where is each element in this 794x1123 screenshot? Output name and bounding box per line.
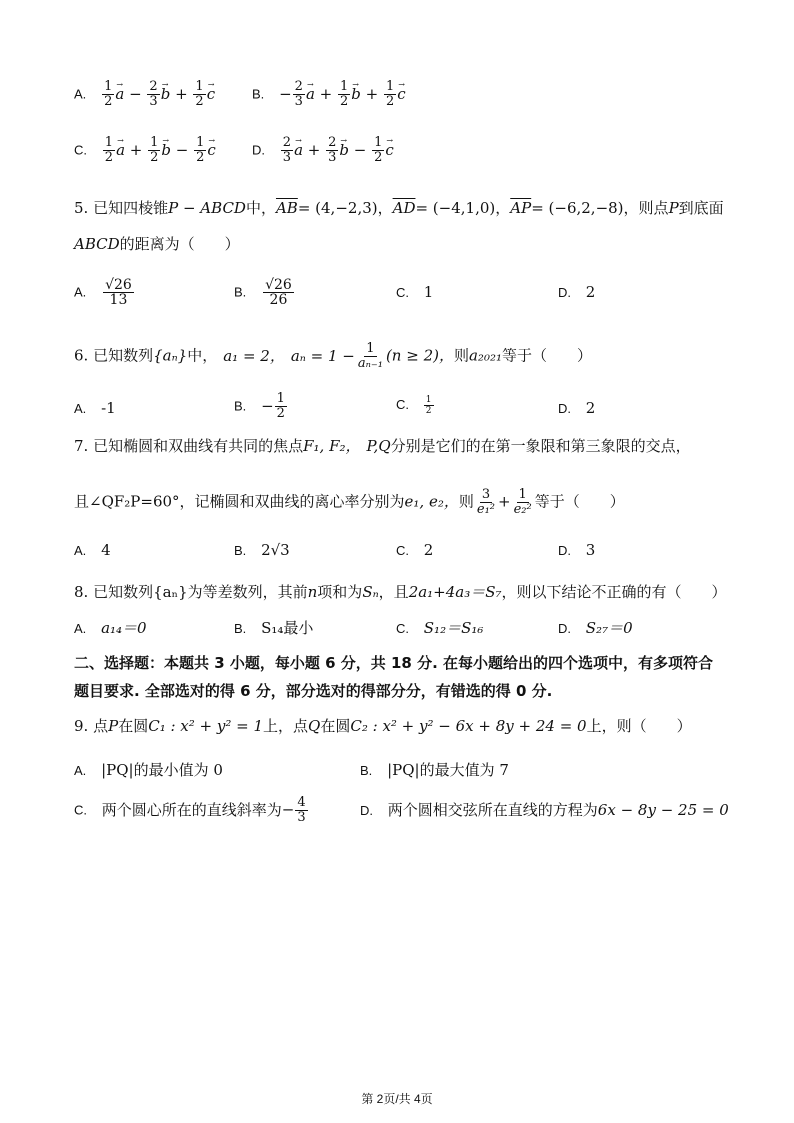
q4-option-d-expr: $\frac{2}{3}$ a → + $\frac{2}{3}$ b → − $\frac{1}{2}$ c →	[280, 141, 394, 159]
q9-text: 在圆	[118, 717, 149, 735]
option-value: a₁₄＝0	[101, 619, 147, 637]
vector-ap: $\overline{AP}$	[510, 199, 532, 217]
option-value: |PQ|的最大值为 7	[387, 761, 509, 779]
q6-option-b	[234, 392, 288, 421]
q7-text: 等于（ ）	[534, 492, 625, 511]
q9-stem	[74, 716, 692, 736]
q9-text: 在圆	[320, 717, 351, 735]
option-label: C.	[74, 802, 87, 818]
option-label: B.	[234, 284, 247, 300]
fraction-denominator: e₁²	[476, 502, 496, 517]
q9-point-p: P	[108, 717, 119, 735]
q5-stem	[74, 198, 724, 218]
q9-c-fraction	[295, 796, 307, 825]
q6-text: 等于（ ）	[501, 346, 592, 365]
q7-option-c	[396, 540, 433, 561]
q6-option-a	[74, 398, 116, 419]
fraction-denominator: aₙ₋₁	[357, 356, 383, 371]
q4-option-b-expr: − $\frac{2}{3}$ a → + $\frac{1}{2}$ b → + $\frac{1}{2}$ c →	[279, 85, 406, 103]
q7-text: 已知椭圆和双曲线有共同的焦点	[93, 437, 304, 455]
option-label: A.	[74, 284, 87, 300]
option-label: A.	[74, 763, 87, 778]
option-label: B.	[252, 86, 265, 102]
q7-text: 且∠QF₂P=60°，记椭圆和双曲线的离心率分别为	[74, 492, 405, 511]
q8-option-c	[396, 618, 483, 639]
q7-stem-line2	[74, 488, 625, 517]
page-footer: 第 2页/共 4页	[361, 1092, 433, 1106]
option-value: S₁₂＝S₁₆	[423, 619, 484, 637]
fraction-denominator: 2	[276, 406, 285, 421]
option-text: 两个圆相交弦所在直线的方程为	[387, 801, 598, 819]
option-label: D.	[360, 803, 373, 818]
q7-eccentricities: e₁, e₂，	[404, 492, 459, 511]
option-value: S₂₇＝0	[585, 619, 633, 637]
q6-option-c	[396, 394, 435, 416]
q6-a1: a₁ = 2，	[223, 346, 285, 365]
option-text: 两个圆心所在的直线斜率为	[101, 800, 282, 819]
option-label: A.	[74, 543, 87, 558]
option-label: C.	[396, 543, 409, 558]
q4-option-c	[74, 136, 216, 165]
q8-text: ，则以下结论不正确的有（ ）	[501, 583, 727, 601]
q8-sn: Sₙ	[362, 583, 379, 601]
option-value: 3	[585, 541, 596, 559]
fraction-numerator: 1	[366, 341, 375, 356]
option-sign: −	[281, 800, 295, 819]
q7-text: 分别是它们的在第一象限和第三象限的交点，	[390, 437, 691, 455]
q5-text: 中，	[245, 199, 276, 217]
option-label: D.	[558, 621, 571, 636]
q5-text: 到底面	[678, 199, 724, 217]
option-value: 2	[585, 283, 596, 301]
q5-ab-value: = (4,−2,3)，	[297, 199, 393, 217]
q6-stem	[74, 342, 592, 371]
q6-option-d	[558, 398, 595, 419]
q5-b-fraction	[263, 278, 294, 307]
option-label: A.	[74, 401, 87, 416]
q6-text: 中，	[187, 346, 218, 365]
q7-stem	[74, 436, 691, 456]
q9-circle-1: C₁ : x² + y² = 1	[148, 717, 264, 735]
fraction-numerator: 4	[297, 795, 306, 810]
option-label: D.	[252, 142, 265, 158]
section-heading-line2: 题目要求. 全部选对的得 6 分，部分选对的得部分分，有错选的得 0 分.	[74, 682, 553, 700]
fraction-numerator: √26	[105, 277, 132, 293]
q9-text: 点	[93, 717, 109, 735]
q6-target: a₂₀₂₁	[468, 346, 502, 365]
question-number: 9.	[74, 717, 89, 735]
q9-circle-2: C₂ : x² + y² − 6x + 8y + 24 = 0	[350, 717, 587, 735]
question-number: 7.	[74, 437, 89, 455]
q5-point: P	[668, 199, 679, 217]
q9-point-q: Q	[308, 717, 321, 735]
q6-sequence: {aₙ}	[153, 346, 188, 365]
option-label: A.	[74, 621, 87, 636]
fraction-numerator: √26	[265, 277, 292, 293]
q6-fraction	[356, 342, 385, 371]
q9-option-a	[74, 760, 223, 781]
fraction-denominator: 26	[269, 292, 288, 308]
q5-ad-value: = (−4,1,0)，	[415, 199, 511, 217]
q7-fraction-1	[475, 488, 497, 517]
q5-stem-line2	[74, 234, 240, 254]
fraction-denominator: 2	[425, 405, 432, 416]
q6-an-lhs: aₙ = 1 −	[290, 346, 355, 365]
q8-option-b	[234, 618, 313, 639]
option-sign: −	[261, 396, 274, 415]
q4-option-b	[252, 80, 406, 109]
q5-base: ABCD	[74, 235, 120, 253]
option-value: 1	[423, 283, 434, 301]
option-value: -1	[101, 399, 116, 417]
q8-text: 已知数列{aₙ}为等差数列，其前	[93, 583, 308, 601]
option-label: D.	[558, 543, 571, 558]
option-label: B.	[234, 543, 247, 558]
q5-option-a	[74, 278, 135, 307]
q4-option-d	[252, 136, 394, 165]
option-value: S₁₄最小	[261, 619, 314, 637]
option-label: C.	[74, 142, 87, 158]
q7-option-a	[74, 540, 111, 561]
q8-n: n	[307, 583, 318, 601]
fraction-denominator: 3	[297, 810, 306, 825]
q8-text: 项和为	[317, 583, 363, 601]
q8-stem	[74, 582, 727, 602]
option-label: D.	[558, 285, 571, 300]
q6-text: 已知数列	[93, 346, 154, 365]
q5-option-b	[234, 278, 295, 307]
plus-sign: +	[498, 492, 511, 511]
option-value: 2	[423, 541, 434, 559]
fraction-numerator: 3	[481, 487, 491, 502]
q5-pyramid: P − ABCD	[168, 199, 246, 217]
fraction-numerator: 1	[518, 487, 527, 502]
option-label: C.	[396, 397, 409, 412]
q8-option-d	[558, 618, 633, 639]
q5-ap-value: = (−6,2,−8)，	[531, 199, 639, 217]
q5-option-c	[396, 282, 433, 303]
option-label: B.	[360, 763, 373, 778]
q5-text: 的距离为（ ）	[119, 235, 240, 253]
q9-option-c	[74, 796, 309, 825]
option-label: C.	[396, 621, 409, 636]
q6-c-fraction	[424, 395, 434, 416]
question-number: 8.	[74, 583, 89, 601]
q6-text: 则	[453, 346, 469, 365]
fraction-numerator: 1	[276, 391, 285, 406]
vector-ad: $\overline{AD}$	[392, 199, 416, 217]
q8-text: ，且	[378, 583, 409, 601]
option-value: 4	[101, 541, 111, 559]
question-number: 6.	[74, 346, 89, 365]
fraction-numerator: 1	[425, 394, 432, 405]
option-label: A.	[74, 86, 87, 102]
vector-ab: $\overline{AB}$	[275, 199, 298, 217]
q5-a-fraction	[103, 278, 134, 307]
option-label: B.	[234, 398, 247, 414]
fraction-denominator: e₂²	[513, 502, 532, 517]
section-heading: 二、选择题：本题共 3 小题，每小题 6 分，共 18 分. 在每小题给出的四个选项中，有多项符合	[74, 654, 714, 672]
q7-option-b	[234, 540, 290, 561]
q9-option-d	[360, 800, 729, 821]
q7-points: P,Q	[366, 437, 391, 455]
q5-text: 已知四棱锥	[93, 199, 169, 217]
q9-text: 上，点	[263, 717, 309, 735]
q6-condition: (n ≥ 2)，	[385, 346, 454, 365]
q7-text: 则	[458, 492, 474, 511]
option-label: B.	[234, 621, 247, 636]
fraction-denominator: 13	[109, 292, 128, 308]
q4-option-a	[74, 80, 215, 109]
q9-option-b	[360, 760, 509, 781]
option-value: |PQ|的最小值为 0	[101, 761, 223, 779]
q4-option-c-expr: $\frac{1}{2}$ a → + $\frac{1}{2}$ b → − $\frac{1}{2}$ c →	[102, 141, 216, 159]
q5-text: 则点	[638, 199, 669, 217]
option-value: 2	[585, 399, 596, 417]
option-equation: 6x − 8y − 25 = 0	[597, 801, 729, 819]
option-label: D.	[558, 401, 571, 416]
q7-foci: F₁, F₂，	[303, 437, 361, 455]
option-value: 2√3	[261, 541, 290, 559]
q9-text: 上，则（ ）	[586, 717, 692, 735]
question-number: 5.	[74, 199, 89, 217]
q7-option-d	[558, 540, 595, 561]
q8-equation: 2a₁+4a₃＝S₇	[408, 583, 502, 601]
q8-option-a	[74, 618, 147, 639]
option-label: C.	[396, 285, 409, 300]
q7-fraction-2	[512, 488, 534, 517]
q4-option-a-expr: $\frac{1}{2}$ a → − $\frac{2}{3}$ b → + $\frac{1}{2}$ c →	[101, 85, 215, 103]
q5-option-d	[558, 282, 595, 303]
q6-b-fraction	[275, 392, 287, 421]
